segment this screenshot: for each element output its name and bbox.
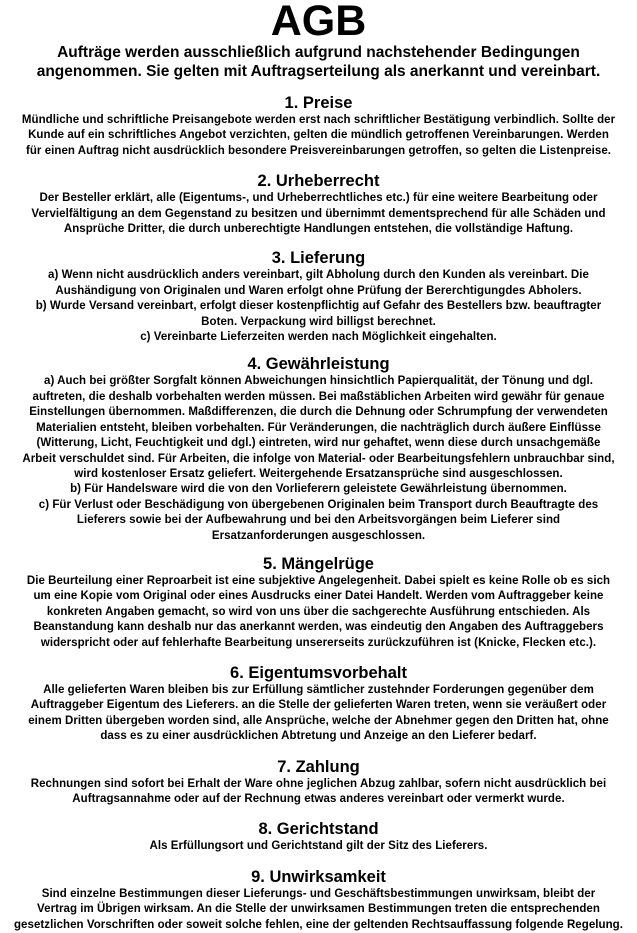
text-line: Die Beurteilung einer Reproarbeit ist eine subjektive Angelegenheit. Dabei spielt es keine Rolle ob es sich [26, 574, 611, 587]
text-line: Auftraggeber Eigentum des Lieferers. an die Stelle der gelieferten Waren treten, wenn sie veräußert oder [30, 699, 607, 712]
text-line: Beanstandung kann deshalb nur das anerkannt werden, was eindeutig den Angaben des Auftraggebers [33, 621, 604, 634]
text-line: Mündliche und schriftliche Preisangebote werden erst nach schriftlicher Bestätigung verbindlich. Sollte der [21, 114, 616, 126]
section-body [6, 113, 631, 159]
text-line: Als Erfüllungsort und Gerichtstand gilt der Sitz des Lieferers. [149, 840, 488, 853]
text-line: c) Vereinbarte Lieferzeiten werden nach Möglichkeit eingehalten. [140, 331, 497, 344]
text-line: b) Wurde Versand vereinbart, erfolgt dieser kostenpflichtig auf Gefahr des Bestellers bzw. beauftragter [35, 300, 602, 313]
text-line: für einen Auftrag nicht ausdrücklich besondere Preisvereinbarungen getroffen, so gelten die Listenpreise. [25, 144, 612, 157]
text-line: widerspricht oder auf fehlerhafte Bearbeitung unsererseits zurückzuführen ist (Knicke, Flecken etc.). [40, 636, 597, 649]
intro-line: angenommen. Sie gelten mit Auftragserteilung als anerkannt und vereinbart. [36, 63, 601, 80]
text-line: Vertrag im Übrigen wirksam. An die Stelle der unwirksamen Bestimmungen treten die entsprechenden [37, 903, 600, 916]
text-line: Auftragsannahme oder auf der Rechnung etwas anderes vereinbart oder vermerkt wurde. [72, 793, 565, 805]
section-maengelruege [0, 554, 637, 651]
text-line: Arbeit verschuldet sind. Für Arbeiten, die infolge von Material- oder Bearbeitungsfehlern unbrauchbar sind, [22, 452, 615, 465]
section-body [6, 191, 631, 237]
text-line: Ersatzanforderungen ausgeschlossen. [211, 529, 426, 542]
section-body [6, 374, 631, 543]
text-line: Lieferers sowie bei der Aufbewahrung und bei den Arbeitsvorgängen beim Lieferer sind [76, 514, 561, 527]
section-preise [0, 93, 637, 159]
section-heading: 2. Urheberrecht [257, 172, 380, 191]
text-line: konkreten Angaben gemacht, so wird von uns über die sachgerechte Ausführung entschieden. Als [46, 605, 591, 618]
text-line: einem Dritten übergeben worden sind, alle Ansprüche, welche der Abnehmer gegen den Dritten hat, ohne [28, 714, 609, 727]
text-line: b) Für Handelsware wird die von den Vorlieferern geleistete Gewährleistung übernommen. [70, 483, 567, 496]
page-title: AGB [270, 0, 367, 45]
section-gewaehrleistung [0, 354, 637, 543]
section-heading: 5. Mängelrüge [263, 554, 374, 573]
text-line: gesetzlichen Vorschriften oder soweit solche fehlen, eine der geltenden Rechtsauffassung folgende Regelung. [13, 918, 623, 931]
text-line: auftreten, die deshalb vorbehalten werden müssen. Bei maßstäblichen Arbeiten wird gewähr für genaue [32, 390, 605, 403]
text-line: Der Besteller erklärt, alle (Eigentums-, und Urheberrechtliches etc.) für eine weitere Bearbeitung oder [39, 192, 598, 205]
text-line: Boten. Verpackung wird billigst berechnet. [201, 315, 436, 328]
section-heading: 3. Lieferung [271, 249, 366, 268]
text-line: Einstellungen übernommen. Maßdifferenzen, die durch die Dehnung oder Schrumpfung der verwendeten [29, 406, 608, 419]
text-line: c) Für Verlust oder Beschädigung von übergebenen Originalen beim Transport durch Beauftragte des [38, 498, 599, 511]
section-eigentumsvorbehalt [0, 663, 637, 745]
section-gerichtstand [0, 819, 637, 854]
section-heading: 4. Gewährleistung [247, 355, 390, 374]
section-body [6, 268, 631, 345]
section-zahlung [0, 757, 637, 808]
section-heading: 7. Zahlung [277, 757, 360, 776]
section-body [6, 683, 631, 745]
text-line: dass es zu einer ausdrücklichen Abtretung und Anzeige an den Lieferer bedarf. [100, 730, 537, 743]
text-line: a) Auch bei größter Sorgfalt können Abweichungen hinsichtlich Papierqualität, der Tönung und dgl. [44, 375, 593, 388]
text-line: um eine Kopie vom Original oder eines Ausdrucks einer Datei Handelt. Werden vom Auftraggeber keine [33, 590, 604, 603]
section-heading: 8. Gerichtstand [258, 820, 379, 839]
text-line: Materialien entsteht, bleiben vorbehalten. Für Veränderungen, die nachträglich durch äußere Einflüsse [36, 421, 601, 434]
section-body [6, 839, 631, 854]
section-body [6, 574, 631, 651]
text-line: Aushändigung von Originalen und Waren erfolgt ohne Prüfung der Bererchtigungdes Abholers. [55, 284, 582, 297]
section-body [6, 777, 631, 808]
text-line: a) Wenn nicht ausdrücklich anders vereinbart, gilt Abholung durch den Kunden als vereinbart. Die [48, 269, 589, 282]
intro-text [0, 41, 637, 81]
section-body [6, 887, 631, 933]
text-line: Alle gelieferten Waren bleiben bis zur Erfüllung sämtlicher zustehnder Forderungen gegenüber dem [43, 683, 594, 696]
text-line: Ansprüche Dritter, die durch unberechtigte Handlungen entstehen, die vollständige Haftung. [63, 223, 574, 236]
text-line: Vervielfältigung an dem Gegenstand zu besitzen und übernimmt dementsprechend für alle Schäden und [31, 207, 606, 220]
text-line: Sind einzelne Bestimmungen dieser Lieferungs- und Geschäftsbestimmungen unwirksam, bleibt der [41, 887, 596, 900]
section-heading: 9. Unwirksamkeit [251, 867, 386, 886]
text-line: wird kostenloser Ersatz geliefert. Weitergehende Ersatzansprüche sind ausgeschlossen. [74, 467, 563, 480]
text-line: (Witterung, Licht, Feuchtigkeit und dgl.) eintreten, wird nur gehaftet, wenn diese durch unsachgemäße [36, 437, 601, 450]
section-heading: 1. Preise [284, 94, 353, 112]
section-urheberrecht [0, 171, 637, 237]
section-heading: 6. Eigentumsvorbehalt [230, 663, 407, 682]
section-lieferung [0, 248, 637, 345]
text-line: Rechnungen sind sofort bei Erhalt der Ware ohne jeglichen Abzug zahlbar, sofern nicht ausdrücklich bei [30, 777, 607, 790]
text-line: Kunde auf ein schriftliches Angebot verzichten, gelten die mündlich getroffenen Vereinbarungen. Werden [28, 129, 609, 142]
intro-line: Aufträge werden ausschließlich aufgrund nachstehender Bedingungen [57, 44, 580, 61]
